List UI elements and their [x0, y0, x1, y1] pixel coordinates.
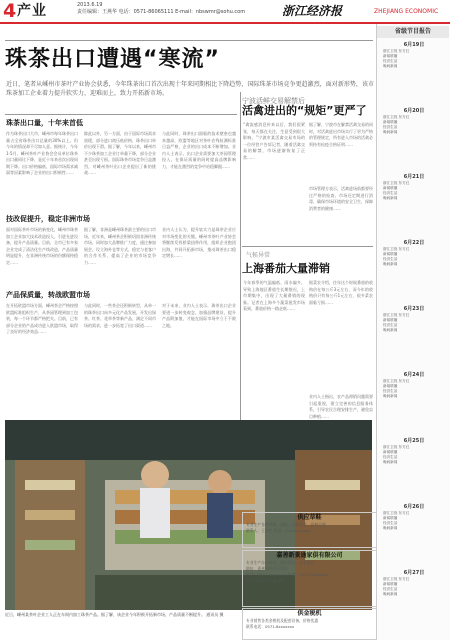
masthead-tag: ZHEJIANG ECONOMIC	[374, 8, 439, 15]
schedule-row: 新闻联播	[383, 54, 398, 58]
schedule-row: 晚间新闻	[383, 394, 398, 398]
article-headline: 活禽进出的“规矩”更严了	[242, 104, 367, 117]
subhead-1: 珠茶出口量，十年来首低	[6, 119, 83, 127]
schedule-day	[383, 372, 445, 399]
masthead-logo: 浙江经济报	[282, 4, 343, 18]
schedule-row: 经济生活	[383, 455, 398, 459]
schedule-date: 6月25日	[403, 438, 425, 444]
schedule-day	[383, 306, 445, 333]
schedule-row: 新闻联播	[383, 516, 398, 520]
article-column: 据了解，宁波市在解禁活禽交易的同时，对活禽进出市场实行了更为严格的管理规定，所有进入市场的活禽必须持有检疫合格证明……	[309, 122, 373, 147]
article-column: “禽流感消息传来以后，我们很紧张，每天都在关注，生意受到很大影响。”宁波市某活禽交易市场的一位经营户告诉记者，随着活禽交易的解禁，市场逐渐恢复了正常……	[243, 122, 305, 160]
ad-title: 供应草鞋	[297, 514, 322, 521]
ad-line: 地址：嘉善县经济开发区	[246, 566, 288, 571]
schedule-row: 晚间新闻	[383, 64, 398, 68]
main-headline: 珠茶出口遭遇“寒流”	[5, 47, 220, 72]
article-column: 对于未来，业内人士表示，珠茶出口企业要进一步转变观念，加强品牌建设，提升产品附加值，才能在国际市场中立于不败之地。	[162, 303, 236, 328]
article-column: 今年春季的气温偏低、雨水偏多，导致上海地区番茄生长期推迟，上市期集中，出现了大量滞销的现象。记者在上海多个蔬菜批发市场看到，番茄价格一路走低……	[243, 280, 305, 311]
subhead-2: 技改促提升，稳定非洲市场	[6, 215, 90, 223]
ad-line: 联系人：王先生 电话：13xxxxxxxxx	[246, 528, 311, 533]
schedule-row: 新闻联播	[383, 582, 398, 586]
schedule-row: 晚间新闻	[383, 196, 398, 200]
section-name: 产业	[17, 3, 47, 19]
article-column: 据了解，非洲是嵊州珠茶最主要的出口市场，近年来，嵊州茶企积极巩固非洲传统市场，同时加大品牌推广力度，通过参加展会、设立海外仓等方式，稳定与老客户的合作关系，提高了企业的市场竞争力……	[84, 227, 156, 265]
schedule-day	[383, 438, 445, 465]
article-headline: 上海番茄大量滞销	[242, 262, 330, 275]
article-column: 作为珠茶出口大市，嵊州市每年珠茶出口量占全省珠茶出口总量的30%以上，但今年的情况却不尽如人意。据统计，今年1-5月，嵊州茶叶产业协会会员单位珠茶出口量同比下降，是近十年来首次出现同期下降。出口价格偏低、国际市场需求减弱等因素影响了企业的出口积极性……	[6, 131, 78, 175]
schedule-row: 浙江卫视 东方红	[383, 247, 410, 251]
schedule-day	[383, 570, 445, 597]
article-column: 除此以外，另一方面，由于国际市场需求放缓，部分进口商压低价格，珠茶出口单价出现下滑。据了解，今年以来，嵊州市不少珠茶加工企业订单量下降，部分企业甚至出现亏损。国际珠茶市场竞争日益激烈，对嵊州茶叶出口企业提出了新的挑战……	[84, 131, 156, 175]
schedule-day	[383, 174, 445, 201]
ad-line: 专业生产办公家具、酒店家具、实木家具	[246, 560, 315, 565]
schedule-row: 经济生活	[383, 521, 398, 525]
schedule-date: 6月19日	[403, 42, 425, 48]
schedule-row: 浙江卫视 东方红	[383, 445, 410, 449]
ad-line: 专业生产各类草鞋、拖鞋，品质优良，价格合理	[246, 522, 326, 527]
subhead-3: 产品保质量，转战欧盟市场	[6, 291, 90, 299]
ad-line: 专业销售各类金税机及配套设备，价格优惠	[246, 618, 319, 623]
article-column: 面对国际茶叶市场的新变化，嵊州市珠茶加工企业加大技术改造投入，引进先进设备，提升产品质量。目前，全市已有多家企业完成了清洁化生产线改造，产品质量明显提升，在非洲传统市场的份额保持稳定……	[6, 227, 78, 265]
page-number: 4	[3, 0, 17, 22]
article-column: 市场管理方表示，活禽进场前都要经过严格的检查，市场还定期进行消毒，确保市场环境的安全卫生，保障消费者的健康……	[309, 186, 373, 211]
schedule-row: 浙江卫视 东方红	[383, 115, 410, 119]
article-column: 与此同时，珠茶出口面临的技术壁垒也越来越高，欧盟等地区对茶叶农残检测标准日益严格，企业的出口成本不断增加。业内人士表示，出口企业需要加大茶园管理投入，在保证质量的同时提高品牌影响力，才能在激烈的竞争中站稳脚跟……	[162, 131, 236, 169]
schedule-row: 新闻联播	[383, 186, 398, 190]
schedule-row: 经济生活	[383, 323, 398, 327]
schedule-row: 经济生活	[383, 257, 398, 261]
article-column: 业内人士认为，提升软实力是珠茶企业应对市场变化的关键。嵊州市茶叶产业协会将继续发挥桥梁纽带作用，组织企业抱团出海，共同开拓新市场，推动珠茶出口稳定增长……	[162, 227, 236, 258]
ad-line: 联系电话：0571-8xxxxxxx	[246, 624, 295, 629]
schedule-row: 晚间新闻	[383, 460, 398, 464]
schedule-row: 浙江卫视 东方红	[383, 379, 410, 383]
schedule-row: 浙江卫视 东方红	[383, 181, 410, 185]
schedule-row: 经济生活	[383, 125, 398, 129]
editor-info: 责任编辑：王燕华 电话：0571-86065111 E-mail：nbswmr@sohu.com	[77, 9, 246, 15]
schedule-row: 晚间新闻	[383, 526, 398, 530]
article-column: 据菜农介绍，往年这个时候番茄的收购价在每公斤3元左右，而今年的收购价只有每公斤1元左右，很多菜农面临亏损……	[309, 280, 373, 305]
schedule-row: 经济生活	[383, 59, 398, 63]
schedule-date: 6月24日	[403, 372, 425, 378]
photo-caption: 近日，嵊州某茶叶企业工人正在车间内加工珠茶产品。据了解，该企业今年积极开拓新市场，产品质量不断提升。 通讯员 摄	[5, 612, 224, 617]
schedule-row: 经济生活	[383, 389, 398, 393]
schedule-row: 新闻联播	[383, 384, 398, 388]
classified-ad	[242, 512, 377, 548]
schedule-row: 浙江卫视 东方红	[383, 577, 410, 581]
schedule-row: 经济生活	[383, 587, 398, 591]
article-kicker: 宁波活鲜交易解禁后	[242, 97, 305, 105]
schedule-row: 晚间新闻	[383, 592, 398, 596]
ad-title: 嘉善新景通家俱有限公司	[276, 552, 343, 559]
article-kicker: 气候异常	[246, 252, 271, 259]
schedule-date: 6月20日	[403, 108, 425, 114]
schedule-row: 晚间新闻	[383, 328, 398, 332]
schedule-row: 新闻联播	[383, 450, 398, 454]
schedule-row: 经济生活	[383, 191, 398, 195]
schedule-row: 晚间新闻	[383, 130, 398, 134]
schedule-day	[383, 240, 445, 267]
schedule-row: 浙江卫视 东方红	[383, 511, 410, 515]
schedule-date: 6月26日	[403, 504, 425, 510]
article-column: 业内人士指出，农产品滞销问题需要引起重视，建立完善的信息服务体系，引导农民合理安排生产，避免盲目种植……	[309, 394, 373, 419]
schedule-row: 新闻联播	[383, 318, 398, 322]
lead-paragraph: 近日，笔者从嵊州市茶叶产业协会获悉，今年珠茶出口首次出现十年来同期相比下降趋势，国际珠茶市场竞争更趋激烈，面对新形势，该市珠茶加工企业着力提升软实力，迎难而上，致力开拓新市场。	[6, 81, 374, 97]
article-column: 与此同时，一些茶企还积极转型，从单一的珠茶出口向多元化产品发展，开发出绿茶、红茶、花草茶等新产品，满足不同市场的需求，进一步拓宽了出口渠道……	[84, 303, 156, 328]
schedule-date: 6月22日	[403, 240, 425, 246]
article-column: 在开拓欧盟市场方面，嵊州茶企严格按照欧盟标准组织生产，从茶园管理到加工包装，每一个环节都严格把关。目前，已有部分企业的产品成功进入欧盟市场，取得了良好的经济效益……	[6, 303, 78, 334]
schedule-date: 6月21日	[403, 174, 425, 180]
ad-title: 供金税机	[297, 610, 322, 617]
ad-line: 电话：0573-8xxxxxxx 传真：0573-8xxxxxxx	[246, 572, 329, 577]
sidebar-title: 省级节目报告	[377, 26, 449, 38]
issue-date: 2013.6.19	[77, 2, 103, 8]
ad-line: 欢迎各界朋友来电垂询	[246, 578, 284, 583]
schedule-date: 6月23日	[403, 306, 425, 312]
schedule-row: 浙江卫视 东方红	[383, 313, 410, 317]
schedule-row: 浙江卫视 东方红	[383, 49, 410, 53]
schedule-date: 6月27日	[403, 570, 425, 576]
schedule-row: 新闻联播	[383, 252, 398, 256]
classified-ad	[242, 608, 377, 640]
header-meta	[77, 2, 245, 16]
schedule-row: 新闻联播	[383, 120, 398, 124]
schedule-day	[383, 42, 445, 69]
schedule-day	[383, 504, 445, 531]
schedule-day	[383, 108, 445, 135]
schedule-row: 晚间新闻	[383, 262, 398, 266]
classified-ad	[242, 550, 377, 607]
